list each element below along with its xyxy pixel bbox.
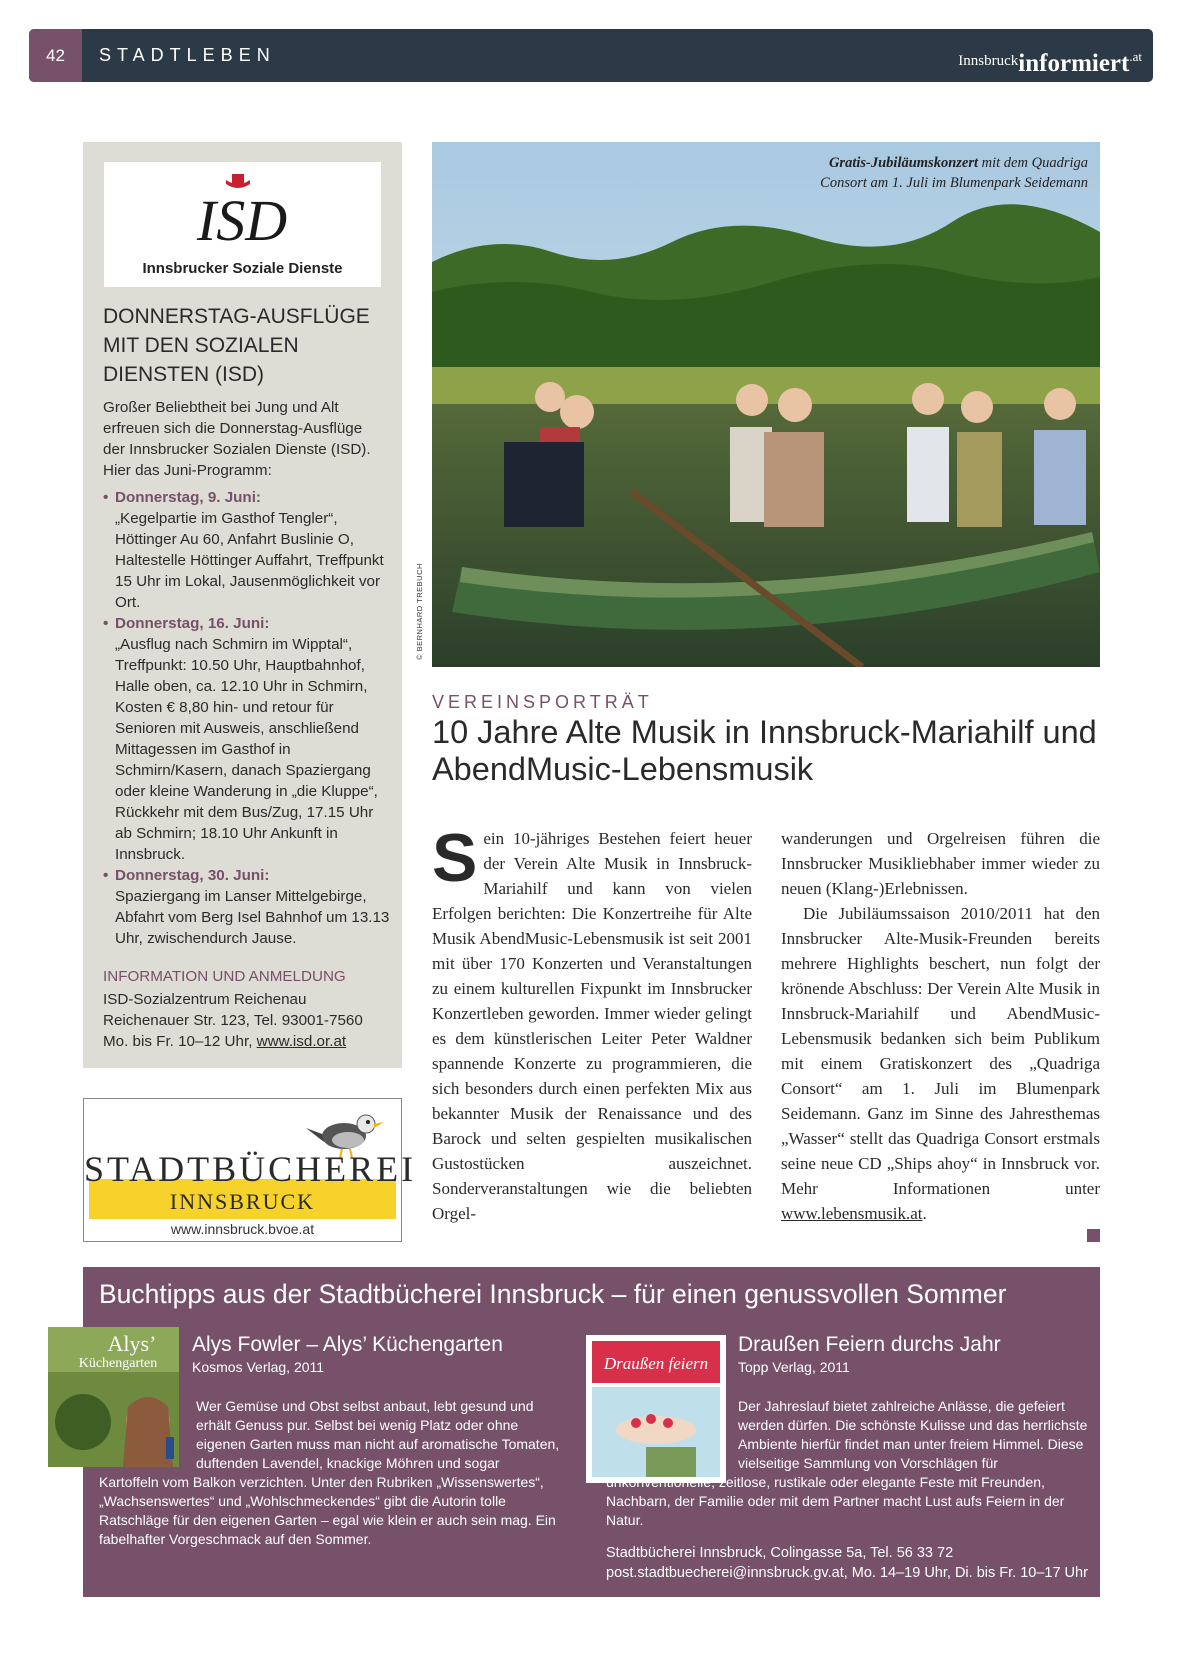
article-headline: 10 Jahre Alte Musik in Innsbruck-Mariahilf und AbendMusic-Lebensmusik — [432, 714, 1097, 787]
library-ad-title: STADTBÜCHEREI — [84, 1149, 417, 1189]
end-of-article-marker — [1087, 1229, 1100, 1242]
book2-publisher: Topp Verlag, 2011 — [738, 1359, 850, 1375]
program-date: • Donnerstag, 30. Juni: — [115, 865, 391, 886]
isd-logo-text: Innsbrucker Soziale Dienste — [142, 260, 343, 277]
list-item — [103, 487, 391, 613]
isd-intro: Großer Beliebtheit bei Jung und Alt erfreuen sich die Donnerstag-Ausflüge der Innsbrucker Sozialen Dienste (ISD). Hier das Juni-Programm: — [103, 399, 371, 479]
brand-suffix: .at — [1129, 49, 1142, 64]
list-item — [103, 865, 391, 949]
page-number: 42 — [29, 29, 82, 82]
article-paragraph — [781, 901, 1100, 1226]
list-item — [103, 613, 391, 865]
library-ad-url[interactable]: www.innsbruck.bvoe.at — [170, 1221, 315, 1237]
program-date: • Donnerstag, 9. Juni: — [115, 487, 391, 508]
contact-line: post.stadtbuecherei@innsbruck.gv.at, Mo. 14–19 Uhr, Di. bis Fr. 10–17 Uhr — [606, 1565, 1088, 1581]
isd-info-line: Reichenauer Str. 123, Tel. 93001-7560 — [103, 1012, 363, 1029]
isd-logo — [104, 162, 381, 287]
book2-title: Draußen Feiern durchs Jahr — [738, 1333, 1001, 1356]
book2-cover-title: Draußen feiern — [603, 1354, 709, 1373]
book1-description-text: Wer Gemüse und Obst selbst anbaut, lebt gesund und erhält Genuss pur. Selbst bei wenig Platz oder ohne eigenen Garten muss man nicht auf aromatische Tomaten, duftenden Lavendel, knackige Möhren und sogar Kartoffeln vom Balkon verzichten. Unter den Rubriken „Wissenswertes“, „Wachsenswertes“ und „Wohlschmeckendes“ gibt die Autorin tolle Ratschläge für den eigenen Garten – egal wie klein er auch sein mag. Ein fabelhafter Vorgeschmack auf den Sommer. — [99, 1398, 560, 1547]
isd-logo-mark — [104, 162, 381, 257]
book1-cover-subtitle: Küchengarten — [78, 1356, 158, 1371]
article-column-1 — [432, 820, 752, 1226]
photo-credit: © BERNHARD TREBUCH — [415, 563, 424, 660]
article-paragraph: wanderungen und Orgelreisen führen die Innsbrucker Musikliebhaber immer wieder zu neuen (Klang-)Erlebnissen. — [781, 829, 1100, 898]
article-text: . — [922, 1204, 927, 1223]
isd-title: DONNERSTAG-AUSFLÜGE MIT DEN SOZIALEN DIENSTEN (ISD) — [103, 305, 370, 386]
svg-text:ISD: ISD — [196, 188, 288, 253]
article-column-2 — [781, 826, 1100, 1226]
book1-cover-title: Alys’ — [107, 1331, 157, 1356]
isd-info-line: ISD-Sozialzentrum Reichenau — [103, 991, 307, 1008]
program-text: Spaziergang im Lanser Mittelgebirge, Abfahrt vom Berg Isel Bahnhof um 13.13 Uhr, zwischendurch Jause. — [115, 888, 390, 947]
isd-info — [103, 989, 388, 1052]
isd-info-heading: INFORMATION UND ANMELDUNG — [103, 968, 346, 985]
caption-text: Consort am 1. Juli im Blumenpark Seidemann — [820, 175, 1088, 191]
book1-description — [99, 1397, 561, 1549]
book1-title: Alys Fowler – Alys’ Küchengarten — [192, 1333, 503, 1356]
library-contact — [606, 1543, 1100, 1583]
book1-publisher: Kosmos Verlag, 2011 — [192, 1359, 325, 1375]
isd-program-list — [103, 487, 391, 949]
photo-caption — [820, 153, 1088, 193]
brand-main: informiert — [1018, 50, 1130, 77]
isd-website-link[interactable]: www.isd.or.at — [256, 1033, 347, 1050]
brand-prefix: Innsbruck — [958, 53, 1019, 69]
program-text: „Kegelpartie im Gasthof Tengler“, Höttinger Au 60, Anfahrt Buslinie O, Haltestelle Höttinger Auffahrt, Treffpunkt 15 Uhr im Lokal, Jausenmöglichkeit vor Ort. — [115, 510, 384, 611]
caption-text: mit dem Quadriga — [978, 155, 1088, 171]
book2-description — [606, 1397, 1094, 1530]
program-text: „Ausflug nach Schmirn im Wipptal“, Treffpunkt: 10.50 Uhr, Hauptbahnhof, Halle oben, ca. 12.10 Uhr in Schmirn, Kosten € 8,80 hin- und retour für Senioren mit Ausweis, anschließend Mittagessen im Gasthof in Schmirn/Kasern, danach Spaziergang oder kleine Wanderung in „die Kluppe“, Rückkehr mit dem Bus/Zug, 17.15 Uhr ab Schmirn; 18.10 Uhr Ankunft in Innsbruck. — [115, 636, 378, 863]
section-title: STADTLEBEN — [99, 45, 276, 65]
caption-bold: Gratis-Jubiläumskonzert — [828, 155, 979, 171]
lebensmusik-link[interactable]: www.lebensmusik.at — [781, 1204, 923, 1223]
brand-logo — [958, 29, 1142, 82]
isd-info-line: Mo. bis Fr. 10–12 Uhr, — [103, 1033, 257, 1050]
article-text: ein 10-jähriges Bestehen feiert heuer der Verein Alte Musik in Innsbruck-Mariahilf und kann von vielen Erfolgen berichten: Die Konzertreihe für Alte Musik AbendMusic-Lebensmusik ist seit 2001 mit über 170 Konzerten und Veranstaltungen zu einem kulturellen Fixpunkt im Innsbrucker Konzertleben geworden. Immer wieder gelingt es dem künstlerischen Leiter Peter Waldner spannende Konzerte zu programmieren, die sich besonders durch einen perfekten Mix aus bekannter Musik der Renaissance und des Barock und selten gespielten musikalischen Gustostücken auszeichnet. Sonderveranstaltungen wie die beliebten Orgel- — [432, 829, 752, 1223]
program-date: • Donnerstag, 16. Juni: — [115, 613, 391, 634]
contact-line: Stadtbücherei Innsbruck, Colingasse 5a, Tel. 56 33 72 — [606, 1545, 954, 1561]
drop-cap: S — [432, 820, 478, 896]
library-ad[interactable] — [83, 1098, 417, 1242]
article-kicker: VEREINSPORTRÄT — [432, 692, 653, 712]
library-ad-subtitle: INNSBRUCK — [169, 1189, 316, 1214]
article-photo — [432, 142, 1100, 667]
book2-description-text: Der Jahreslauf bietet zahlreiche Anlässe, die gefeiert werden dürfen. Die schönste Kulisse und das herrlichste Ambiente hierfür findet man unter freiem Himmel. Diese vielseitige Sammlung von Vorschlägen für unkonventionelle, zeitlose, rustikale oder elegante Feste mit Freunden, Nachbarn, der Familie oder mit dem Partner macht Lust aufs Feiern in der Natur. — [606, 1398, 1088, 1528]
booktips-heading: Buchtipps aus der Stadtbücherei Innsbruck – für einen genussvollen Sommer — [99, 1279, 1007, 1309]
article-text: Die Jubiläumssaison 2010/2011 hat den Innsbrucker Alte-Musik-Freunden bereits mehrere Highlights beschert, nun folgt der krönende Abschluss: Der Verein Alte Musik in Innsbruck-Mariahilf und AbendMusic-Lebensmusik bedanken sich beim Publikum mit einem Gratiskonzert des „Quadriga Consort“ am 1. Juli im Blumenpark Seidemann. Ganz im Sinne des Jahresthemas „Wasser“ stellt das Quadriga Consort erstmals seine neue CD „Ships ahoy“ in Innsbruck vor. Mehr Informationen unter — [781, 904, 1100, 1198]
